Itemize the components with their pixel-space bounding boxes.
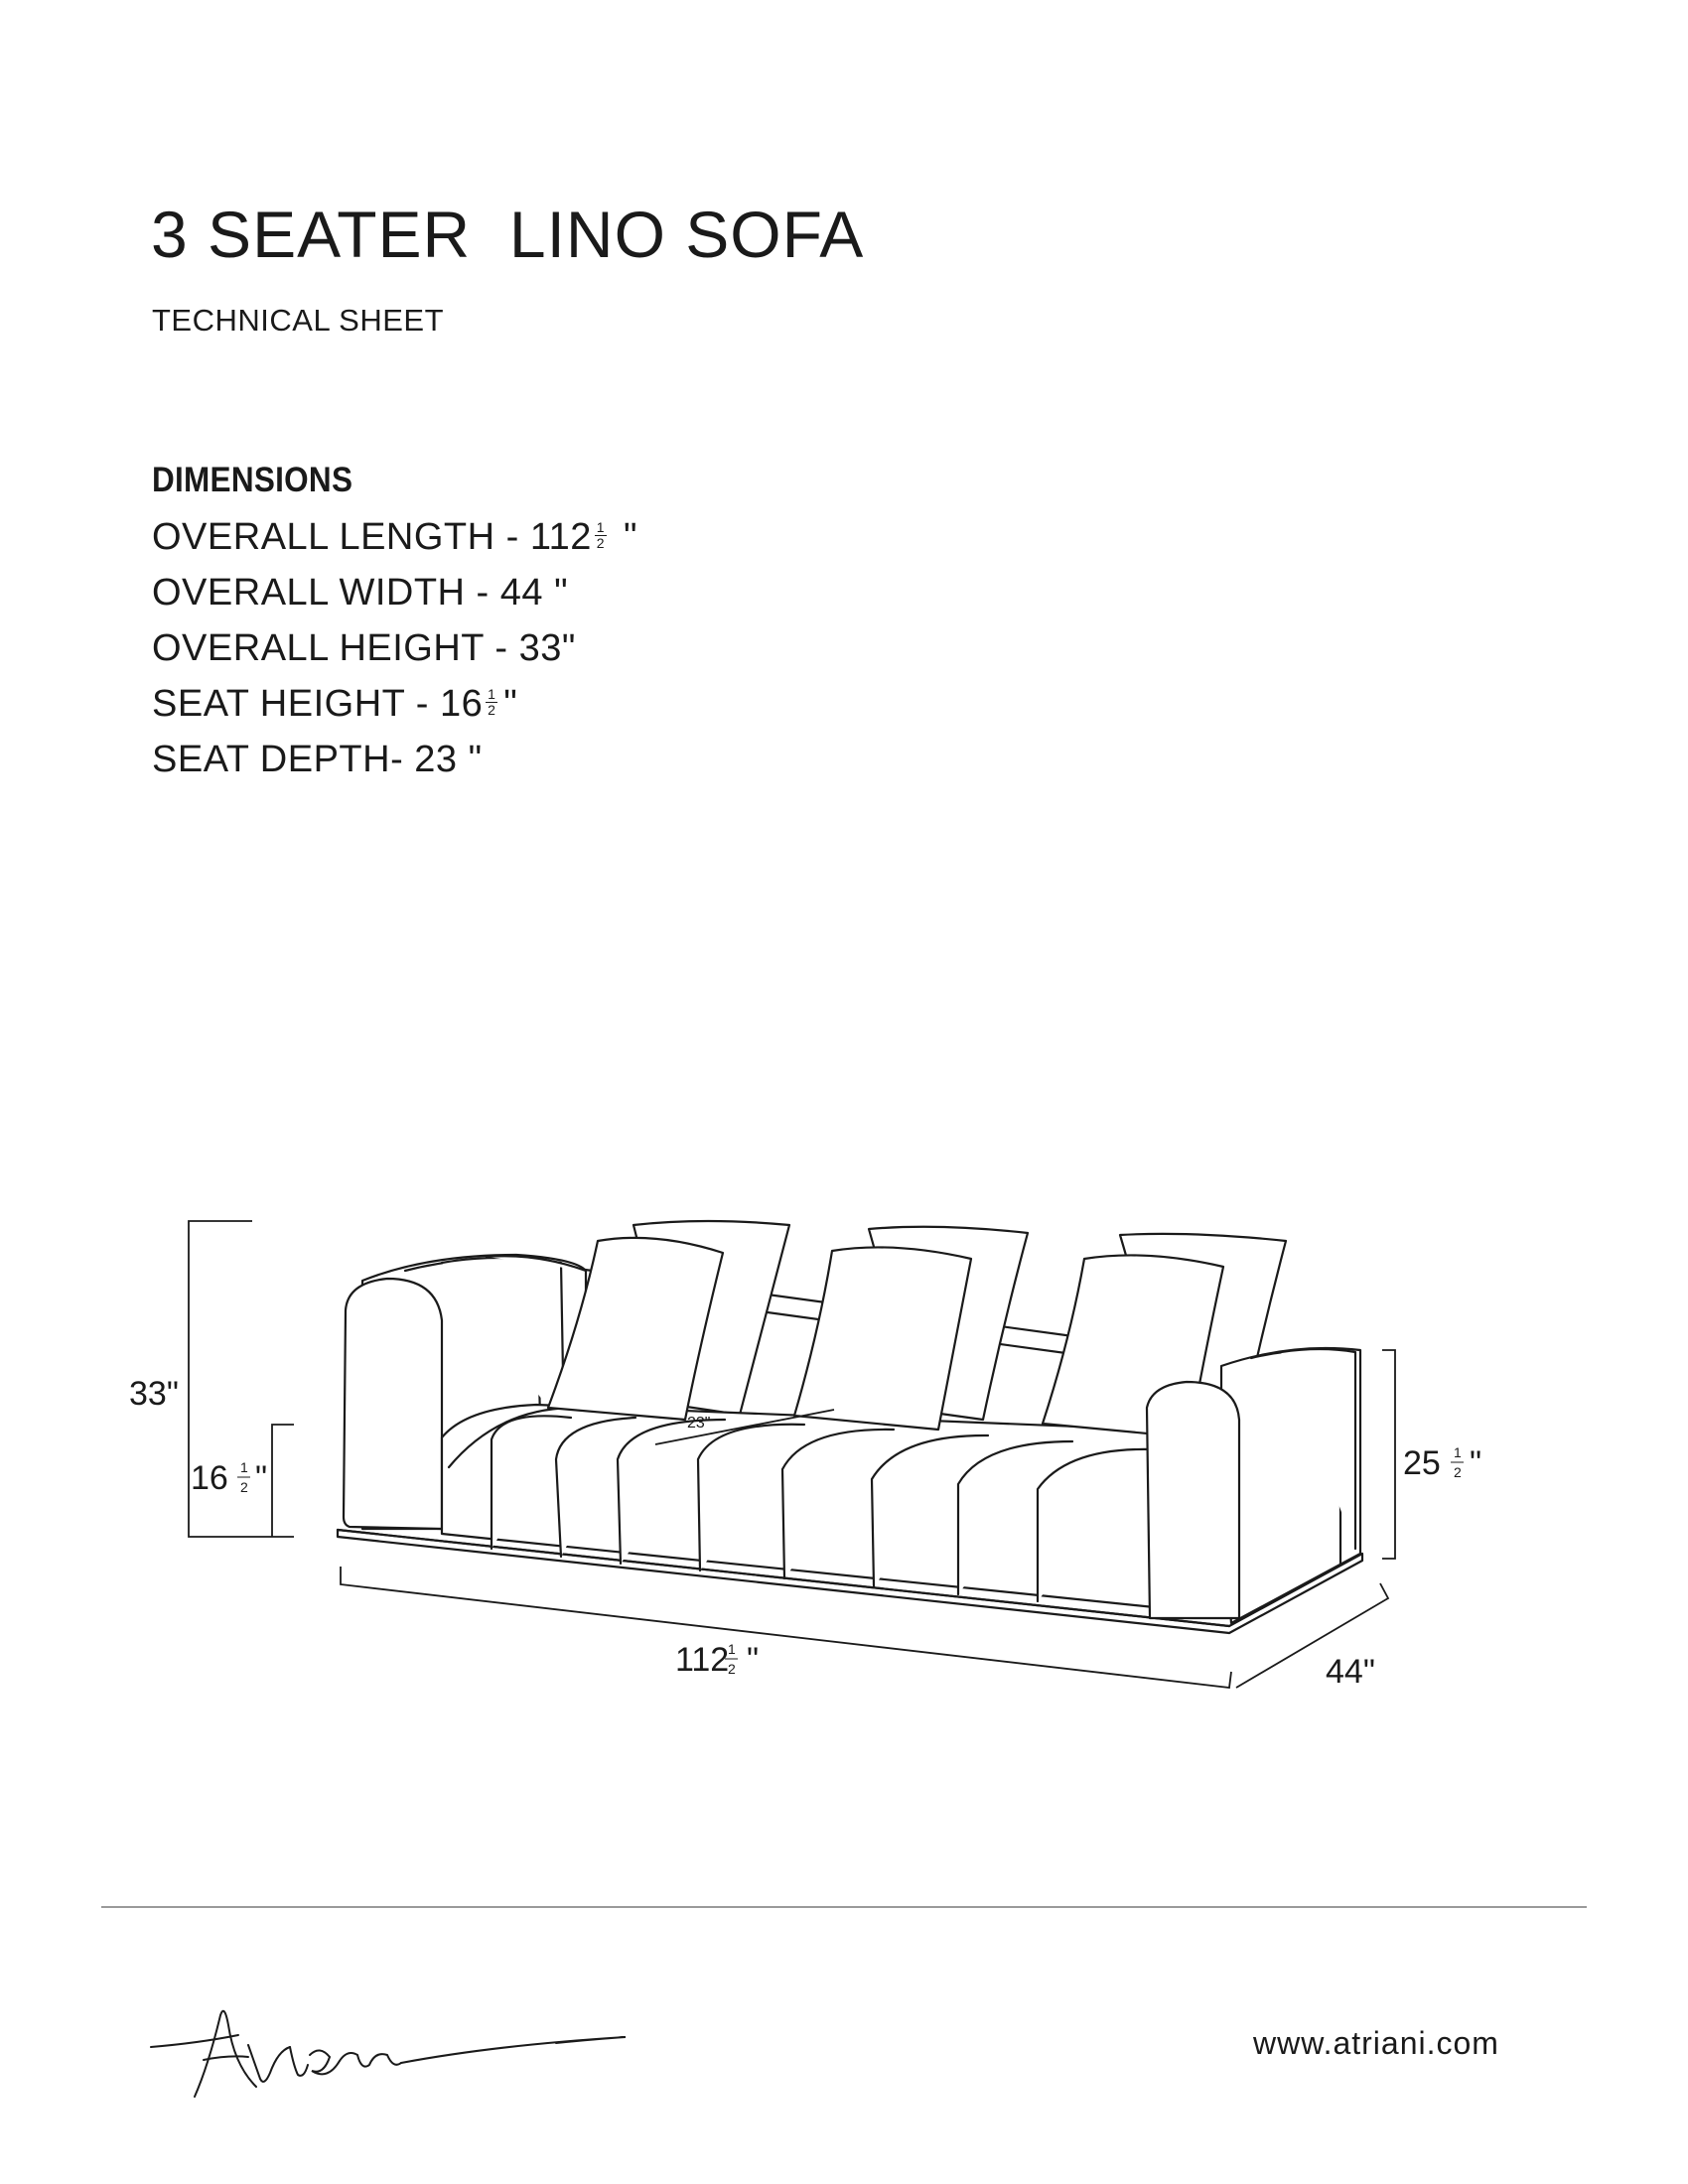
label-depth-23: 23": [687, 1415, 711, 1432]
atriani-signature-logo: [151, 2011, 626, 2097]
label-denominator: 2: [1454, 1464, 1462, 1480]
label-length: [675, 1641, 759, 1679]
dimension-seat-depth: SEAT DEPTH- 23 ": [152, 739, 483, 780]
footer-website[interactable]: www.atriani.com: [1253, 2025, 1499, 2061]
right-arm: [1147, 1348, 1360, 1623]
label-numerator: 1: [1454, 1444, 1462, 1460]
front-pillow: [794, 1247, 971, 1430]
inch-mark: ": [503, 683, 518, 725]
label-inch: ": [1470, 1444, 1482, 1482]
dimension-overall-width: OVERALL WIDTH - 44 ": [152, 572, 569, 614]
page-title: 3 SEATER LINO SOFA: [151, 198, 865, 271]
page-subtitle: TECHNICAL SHEET: [152, 303, 445, 338]
dimension-label: SEAT HEIGHT - 16: [152, 683, 484, 725]
label-numerator: 1: [728, 1641, 736, 1657]
fraction-denominator: 2: [488, 702, 496, 719]
fraction-numerator: 1: [488, 686, 496, 703]
label-height-33: 33": [129, 1375, 179, 1413]
inch-mark: ": [624, 516, 637, 558]
dimension-label: OVERALL LENGTH - 112: [152, 516, 592, 558]
label-arm-height: [1403, 1444, 1481, 1482]
label-width-44: 44": [1326, 1653, 1375, 1691]
dimension-overall-height: OVERALL HEIGHT - 33": [152, 627, 576, 669]
label-numerator: 1: [240, 1459, 248, 1475]
label-inch: ": [255, 1459, 268, 1497]
fraction-numerator: 1: [596, 519, 606, 536]
dimension-line-seat-height: [272, 1425, 294, 1537]
label-whole: 25: [1403, 1444, 1441, 1482]
label-denominator: 2: [728, 1661, 736, 1677]
footer-divider: [101, 1906, 1587, 1908]
label-seat-height: [191, 1459, 267, 1497]
label-denominator: 2: [240, 1479, 248, 1495]
label-whole: 112: [675, 1641, 730, 1679]
dimensions-heading: DIMENSIONS: [152, 461, 353, 499]
label-whole: 16: [191, 1459, 228, 1497]
dimension-line-arm-height: [1382, 1350, 1395, 1559]
fraction-denominator: 2: [596, 535, 606, 552]
label-inch: ": [747, 1641, 760, 1679]
seat-cushion: [442, 1405, 1165, 1608]
